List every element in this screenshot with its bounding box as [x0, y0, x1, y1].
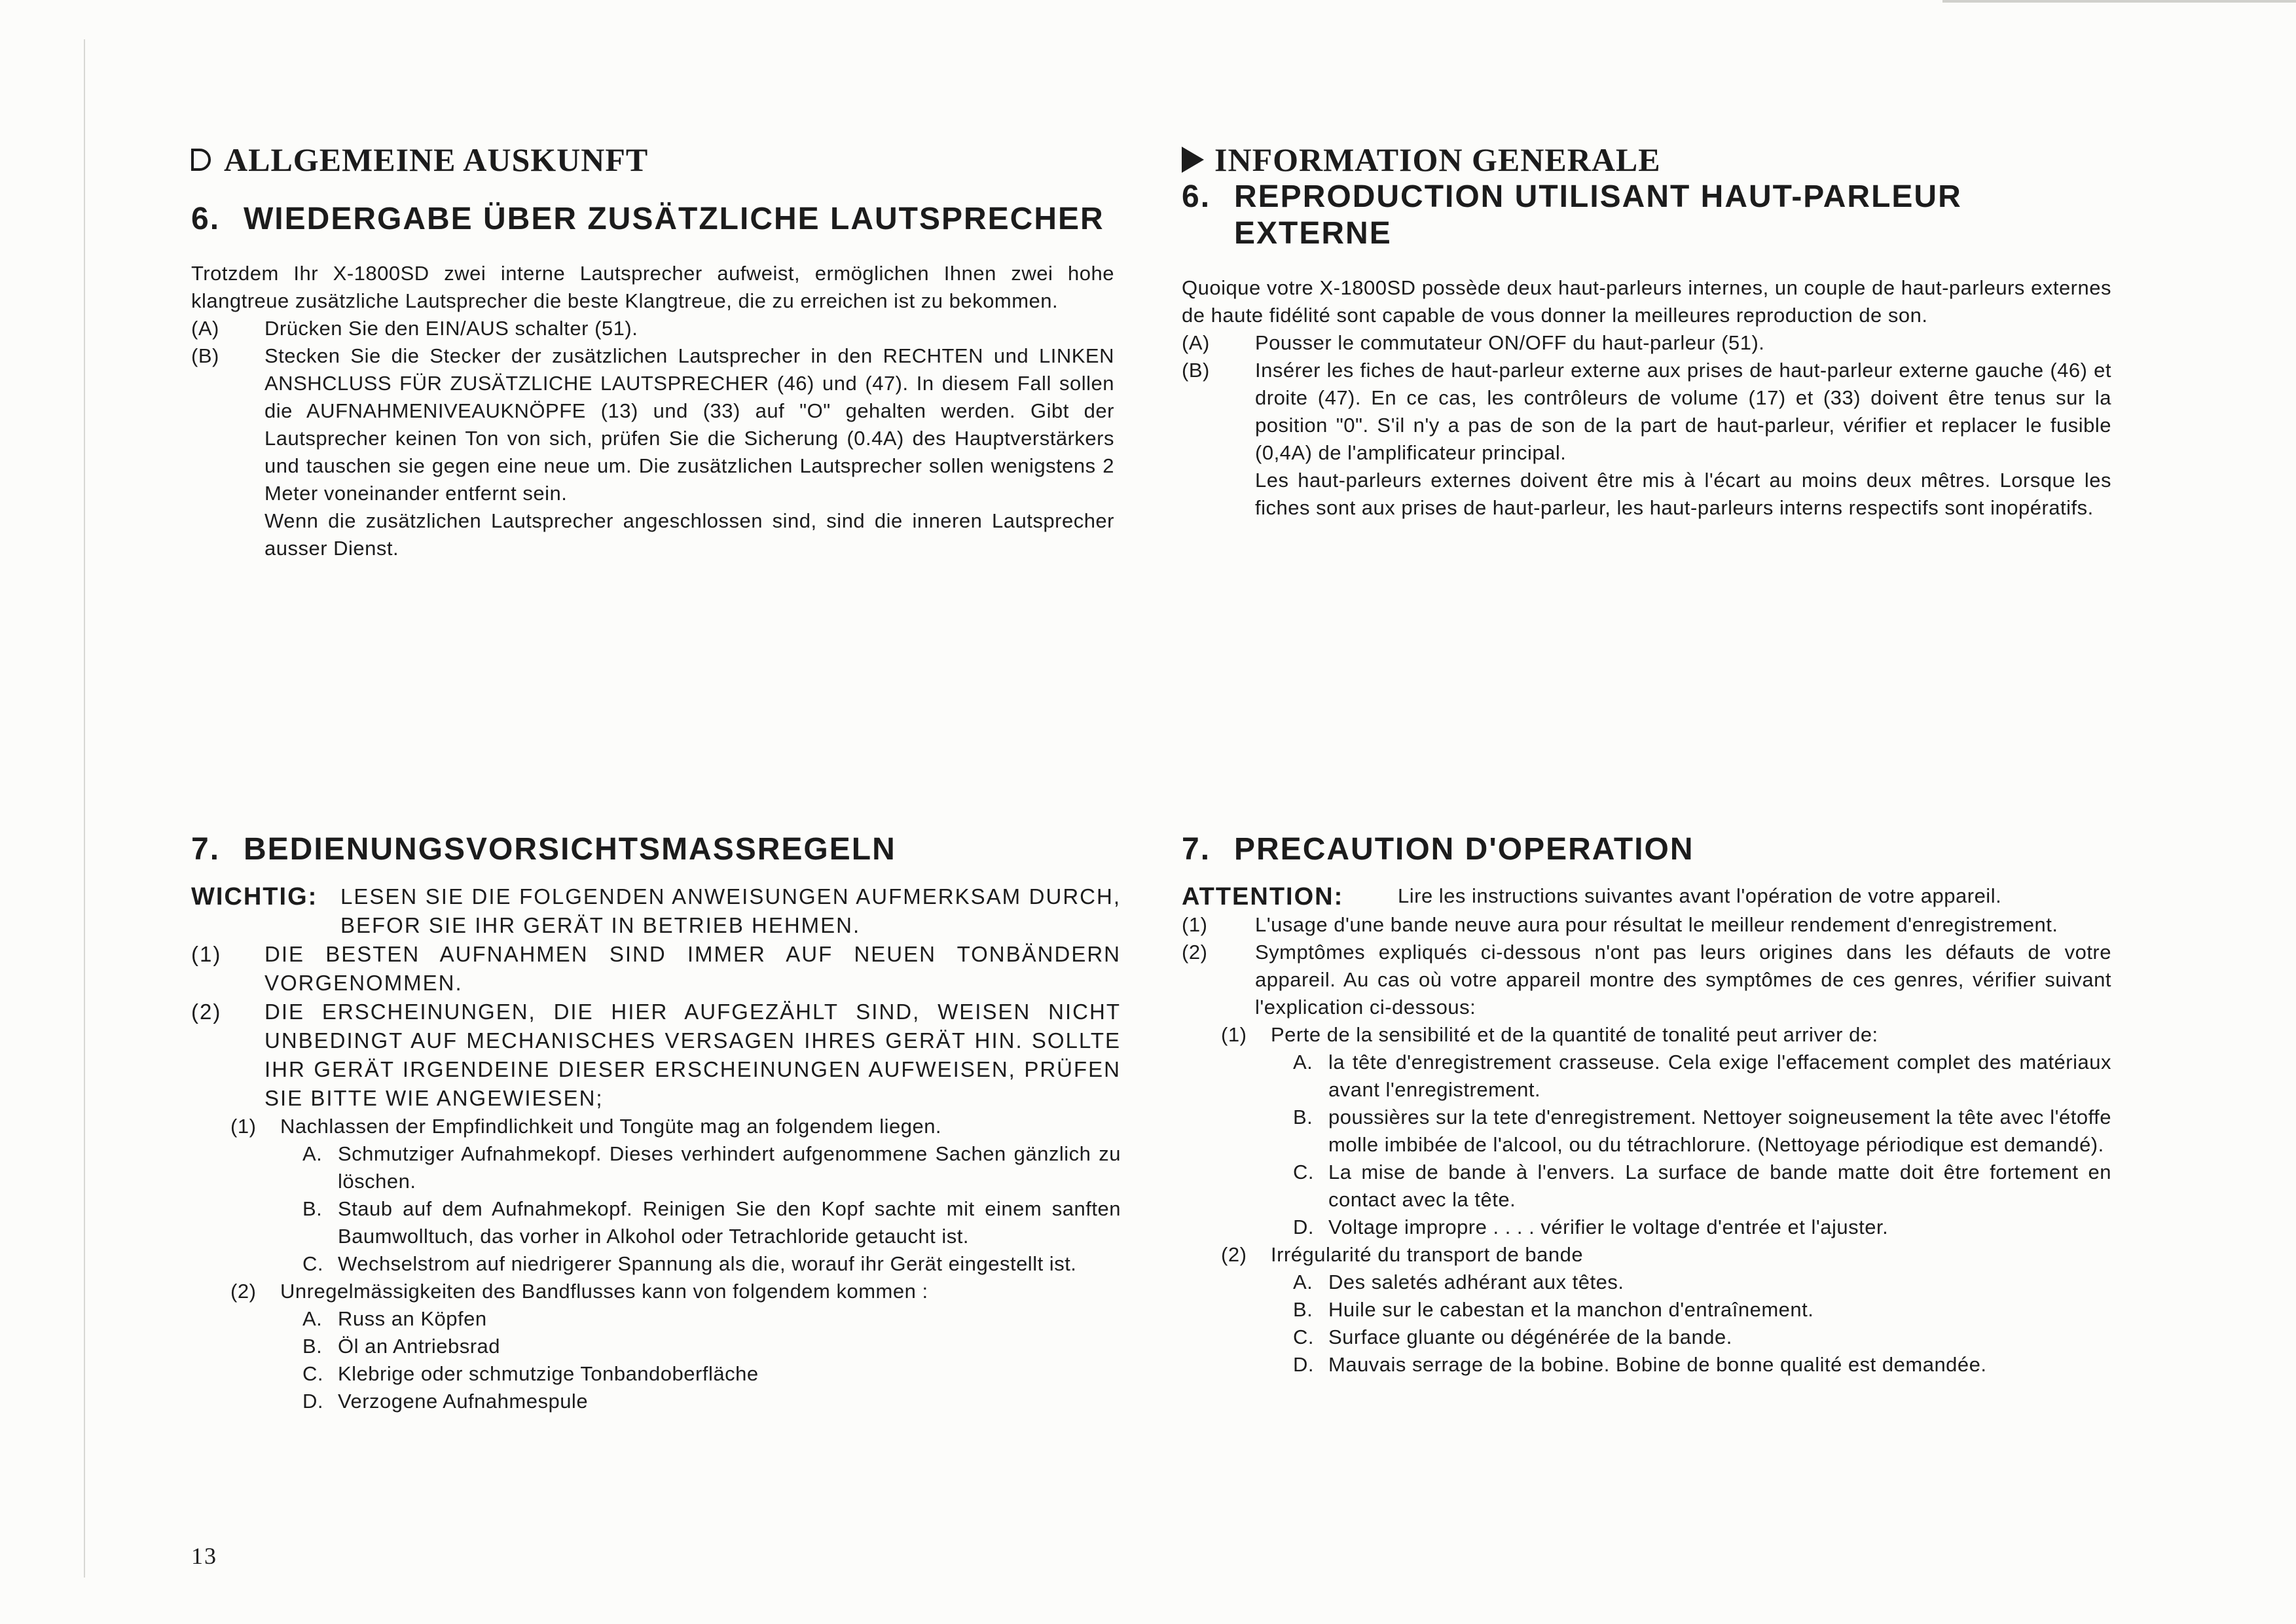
- french-section-6: [1182, 141, 2111, 522]
- item-text: Stecken Sie die Stecker der zusätzlichen Lautsprecher in den RECHTEN und LINKEN ANSHCLUSS FÜR ZUSÄTZLICHE LAUTSPRECHER (46) und (47). In diesem Fall sollen die AUFNAHMENIVEAUKNÖPFE (13) und (33) auf "O" gehalten werden. Gibt der Lautsprecher keinen Ton von sich, prüfen Sie die Sicherung (0.4A) des Hauptverstärkers und tauschen sie gegen eine neue um. Die zusätzlichen Lautsprecher sollen wenigstens 2 Meter voneinander entfernt sein.: [264, 344, 1114, 505]
- sub-item-text: Nachlassen der Empfindlichkeit und Tongüte mag an folgendem liegen.: [280, 1115, 942, 1138]
- sub-item-label: (2): [1221, 1243, 1247, 1266]
- sub-item: [191, 1113, 1121, 1140]
- sub-sub-item: [1182, 1049, 2111, 1104]
- item-label: (2): [191, 1000, 222, 1024]
- list-item: [1182, 329, 2111, 357]
- sub-sub-item-text: Huile sur le cabestan et la manchon d'entraînement.: [1328, 1298, 1814, 1321]
- german-section-6: [191, 141, 1114, 562]
- sub-sub-item-text: Öl an Antriebsrad: [338, 1335, 501, 1358]
- german-language-heading: [191, 141, 1114, 179]
- item-label: (B): [1182, 359, 1210, 382]
- sub-sub-item-label: B.: [302, 1335, 323, 1358]
- french-section-7-title: [1182, 831, 2111, 868]
- sub-sub-item-label: D.: [1293, 1216, 1314, 1238]
- sub-sub-item-text: Voltage impropre . . . . vérifier le voltage d'entrée et l'ajuster.: [1328, 1216, 1889, 1238]
- section-title-text: BEDIENUNGSVORSICHTSMASSREGELN: [244, 832, 896, 867]
- sub-sub-item: [191, 1360, 1121, 1388]
- section-number: 6.: [191, 202, 221, 236]
- item-label: (2): [1182, 941, 1208, 964]
- sub-sub-item-text: Des saletés adhérant aux têtes.: [1328, 1271, 1624, 1293]
- sub-sub-item: [1182, 1269, 2111, 1296]
- item-label: (B): [191, 344, 219, 367]
- sub-sub-item: [1182, 1324, 2111, 1351]
- sub-sub-item-text: Russ an Köpfen: [338, 1307, 487, 1330]
- sub-sub-item-text: Wechselstrom auf niedrigerer Spannung als die, worauf ihr Gerät eingestellt ist.: [338, 1252, 1077, 1275]
- german-section-7-title: [191, 831, 1121, 868]
- scan-top-rule: [1942, 0, 2296, 3]
- french-language-heading: [1182, 141, 2111, 179]
- sub-sub-item-text: Verzogene Aufnahmespule: [338, 1390, 589, 1413]
- sub-sub-item-label: A.: [302, 1142, 323, 1165]
- sub-item: [1182, 1021, 2111, 1049]
- sub-item-label: (1): [1221, 1023, 1247, 1046]
- item-text: DIE BESTEN AUFNAHMEN SIND IMMER AUF NEUEN TONBÄNDERN VORGENOMMEN.: [264, 942, 1121, 995]
- language-d-icon: [191, 149, 215, 171]
- sub-sub-item-text: La mise de bande à l'envers. La surface de bande matte doit être fortement en contact avec la tête.: [1328, 1161, 2111, 1211]
- section-title-text: WIEDERGABE ÜBER ZUSÄTZLICHE LAUTSPRECHER: [244, 202, 1104, 236]
- list-item: [1182, 939, 2111, 1021]
- german-warning: [191, 882, 1121, 940]
- item-label: (1): [191, 942, 222, 966]
- sub-sub-item-text: Surface gluante ou dégénérée de la bande.: [1328, 1326, 1732, 1348]
- sub-sub-item-label: B.: [302, 1197, 323, 1220]
- sub-sub-item-label: A.: [302, 1307, 323, 1330]
- sub-sub-item: [191, 1333, 1121, 1360]
- sub-sub-item-text: la tête d'enregistrement crasseuse. Cela exige l'effacement complet des matériaux avant l'enregistrement.: [1328, 1051, 2111, 1101]
- french-language-heading-text: INFORMATION GENERALE: [1214, 141, 1661, 178]
- page-margin-line: [84, 39, 85, 1578]
- sub-item-text: Unregelmässigkeiten des Bandflusses kann von folgendem kommen :: [280, 1280, 928, 1303]
- sub-item: [1182, 1241, 2111, 1269]
- sub-sub-item-text: Schmutziger Aufnahmekopf. Dieses verhindert aufgenommene Sachen gänzlich zu löschen.: [338, 1142, 1121, 1193]
- french-section-6-note: Les haut-parleurs externes doivent être mis à l'écart au moins deux mêtres. Lorsque les fiches sont aux prises de haut-parleur, les haut-parleurs interns respectifs sont inopératifs.: [1255, 469, 2111, 519]
- sub-sub-item-label: D.: [1293, 1353, 1314, 1376]
- sub-sub-item: [1182, 1351, 2111, 1379]
- warning-text: LESEN SIE DIE FOLGENDEN ANWEISUNGEN AUFMERKSAM DURCH, BEFOR SIE IHR GERÄT IN BETRIEB HEHMEN.: [340, 884, 1121, 937]
- french-section-6-title: [1182, 179, 2111, 252]
- list-item: [191, 940, 1121, 998]
- sub-sub-item-label: A.: [1293, 1271, 1313, 1293]
- sub-sub-item: [191, 1140, 1121, 1195]
- item-text: Drücken Sie den EIN/AUS schalter (51).: [264, 317, 638, 340]
- warning-text: Lire les instructions suivantes avant l'opération de votre appareil.: [1398, 884, 2002, 907]
- sub-sub-item-label: C.: [1293, 1161, 1314, 1183]
- list-item: [191, 998, 1121, 1113]
- sub-sub-item-text: Klebrige oder schmutzige Tonbandoberfläche: [338, 1362, 759, 1385]
- item-text: Pousser le commutateur ON/OFF du haut-parleur (51).: [1255, 331, 1765, 354]
- list-item: [191, 315, 1114, 342]
- sub-sub-item: [1182, 1296, 2111, 1324]
- sub-sub-item: [191, 1195, 1121, 1250]
- item-label: (1): [1182, 913, 1208, 936]
- sub-sub-item-label: B.: [1293, 1106, 1313, 1128]
- sub-sub-item-text: Mauvais serrage de la bobine. Bobine de bonne qualité est demandée.: [1328, 1353, 1987, 1376]
- french-warning: [1182, 882, 2111, 911]
- sub-sub-item-label: B.: [1293, 1298, 1313, 1321]
- section-number: 7.: [1182, 832, 1211, 867]
- item-text: Insérer les fiches de haut-parleur externe aux prises de haut-parleur externe gauche (46) et droite (47). En ce cas, les contrôleurs de volume (17) et (33) doivent être tenus sur la position "0". S'il n'y a pas de son de la part de haut-parleur, vérifier et replacer le fusible (0,4A) de l'amplificateur principal.: [1255, 359, 2111, 464]
- sub-sub-item: [1182, 1214, 2111, 1241]
- sub-sub-item-label: C.: [1293, 1326, 1314, 1348]
- list-item: [1182, 911, 2111, 939]
- sub-sub-item: [191, 1305, 1121, 1333]
- german-section-7: [191, 831, 1121, 1415]
- section-number: 6.: [1182, 179, 1211, 214]
- sub-sub-item-label: C.: [302, 1362, 323, 1385]
- list-item: [1182, 357, 2111, 467]
- item-text: Symptômes expliqués ci-dessous n'ont pas leurs origines dans les défauts de votre appareil. Au cas où votre appareil montre des symptômes de ces genres, vérifier suivant l'explication ci-dessous:: [1255, 941, 2111, 1019]
- section-title-line-1: REPRODUCTION UTILISANT HAUT-PARLEUR: [1234, 179, 1962, 214]
- warning-label: WICHTIG:: [191, 883, 318, 911]
- item-label: (A): [191, 317, 219, 340]
- sub-sub-item: [191, 1250, 1121, 1278]
- item-text: L'usage d'une bande neuve aura pour résultat le meilleur rendement d'enregistrement.: [1255, 913, 2058, 936]
- german-section-6-note: Wenn die zusätzlichen Lautsprecher angeschlossen sind, sind die inneren Lautsprecher ausser Dienst.: [264, 509, 1114, 560]
- sub-item-text: Perte de la sensibilité et de la quantité de tonalité peut arriver de:: [1271, 1023, 1878, 1046]
- sub-item-label: (1): [230, 1115, 257, 1138]
- french-section-6-intro: Quoique votre X-1800SD possède deux haut-parleurs internes, un couple de haut-parleurs externes de haute fidélité sont capable de vous donner la meilleures reproduction de son.: [1182, 276, 2111, 327]
- sub-item: [191, 1278, 1121, 1305]
- list-item: [191, 342, 1114, 507]
- sub-item-text: Irrégularité du transport de bande: [1271, 1243, 1584, 1266]
- sub-sub-item-label: C.: [302, 1252, 323, 1275]
- german-section-6-intro: Trotzdem Ihr X-1800SD zwei interne Lautsprecher aufweist, ermöglichen Ihnen zwei hohe klangtreue zusätzliche Lautsprecher die beste Klangtreue, die zu erreichen ist zu bekommen.: [191, 262, 1114, 312]
- sub-sub-item: [1182, 1159, 2111, 1214]
- item-label: (A): [1182, 331, 1210, 354]
- language-f-icon: [1182, 147, 1205, 173]
- section-title-line-2: EXTERNE: [1234, 216, 1392, 251]
- warning-label: ATTENTION:: [1182, 883, 1344, 911]
- german-language-heading-text: ALLGEMEINE AUSKUNFT: [224, 141, 649, 178]
- french-section-7: [1182, 831, 2111, 1379]
- sub-sub-item-label: A.: [1293, 1051, 1313, 1074]
- section-title-text: PRECAUTION D'OPERATION: [1234, 832, 1694, 867]
- sub-sub-item: [191, 1388, 1121, 1415]
- german-section-6-title: [191, 201, 1114, 238]
- item-text: DIE ERSCHEINUNGEN, DIE HIER AUFGEZÄHLT SIND, WEISEN NICHT UNBEDINGT AUF MECHANISCHES VERSAGEN IHRES GERÄT HIN. SOLLTE IHR GERÄT IRGENDEINE DIESER ERSCHEINUNGEN AUFWEISEN, PRÜFEN SIE BITTE WIE ANGEWIESEN;: [264, 1000, 1121, 1110]
- section-number: 7.: [191, 832, 221, 867]
- sub-sub-item-text: poussières sur la tete d'enregistrement. Nettoyer soigneusement la tête avec l'étoffe molle imbibée de l'alcool, ou du tétrachlorure. (Nettoyage périodique est demandé).: [1328, 1106, 2111, 1156]
- sub-sub-item: [1182, 1104, 2111, 1159]
- page-number: 13: [191, 1543, 217, 1569]
- sub-item-label: (2): [230, 1280, 257, 1303]
- sub-sub-item-text: Staub auf dem Aufnahmekopf. Reinigen Sie den Kopf sachte mit einem sanften Baumwolltuch, das vorher in Alkohol oder Tetrachloride getaucht ist.: [338, 1197, 1121, 1248]
- sub-sub-item-label: D.: [302, 1390, 323, 1413]
